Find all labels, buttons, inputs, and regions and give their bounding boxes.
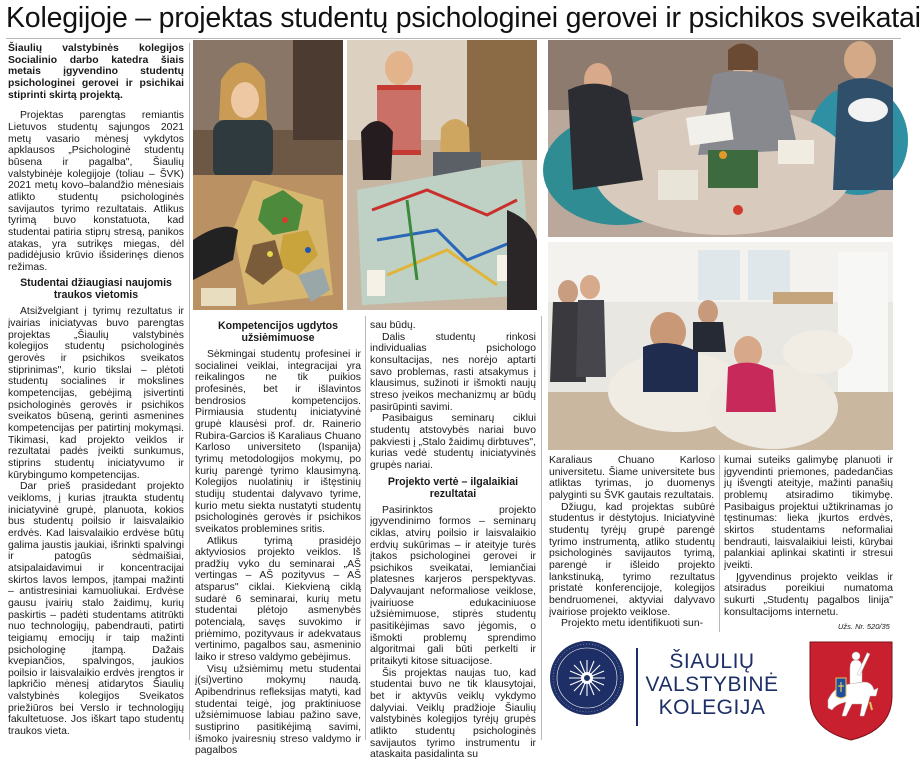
section-heading: Studentai džiaugiasi naujomis traukos vietomis bbox=[20, 277, 172, 302]
photo-students-board-game bbox=[193, 40, 343, 310]
college-emblem bbox=[549, 640, 625, 716]
page-title: Kolegijoje – projektas studentų psichologinei gerovei ir psichikos sveikatai bbox=[6, 2, 921, 34]
college-name bbox=[642, 650, 782, 719]
paragraph: Pasibaigus seminarų ciklui studentų atstovybės nariai buvo pakviesti į „Stalo žaidimų dirbtuves", kurias vedė studentų iniciatyvinės grupės nariai. bbox=[370, 413, 536, 471]
title-underline bbox=[6, 38, 901, 39]
paragraph: Įgyvendinus projekto veiklas ir atsiradus poreikiui numatoma sukurti „Studentų pagalbos linija" konsultacijoms internetu. bbox=[724, 571, 893, 618]
paragraph: Pasirinktos projekto įgyvendinimo formos – seminarų ciklas, atvirų poilsio ir laisvalaikio erdvių sukūrimas – ir ateityje turės įtakos psichologinei gerovei ir psichikos sveikatai, lemiančiai platesnes karjeros perspektyvas. Dalyvaujant neformaliose veiklose, įvairiuose edukaciniuose užsiėmimuose, stiprės studentų pasitikėjimas savo jėgomis, o išmokti problemų sprendimo algoritmai gali būti perkelti ir pritaikyti kitose situacijose. bbox=[370, 504, 536, 668]
paragraph: Dalis studentų rinkosi individualias psichologo konsultacijas, nes norėjo aptarti savo problemas, rasti atsakymus į klausimus, sužinoti ir išmokti naujų streso įveikos mechanizmų ar būdų pasirūpinti savimi. bbox=[370, 331, 536, 413]
section-heading: Projekto vertė – ilgalaikiai rezultatai bbox=[387, 475, 519, 500]
paragraph: Visų užsiėmimų metu studentai į(si)vertino mokymų naudą. Apibendrinus refleksijas matyti, kad studentai teigė, jog praktiniuose užsiėmimuose labiau pažino save, sustiprino pasitikėjimą savimi, išmoko įvairesnių streso valdymo ir pagalbos bbox=[195, 663, 361, 757]
paragraph: Projekto metu identifikuoti sun- bbox=[561, 618, 704, 630]
column-divider bbox=[541, 316, 542, 740]
article-column-5 bbox=[724, 455, 893, 618]
photo-students-table-discussion bbox=[548, 40, 893, 237]
paragraph: Projektas parengtas remiantis Lietuvos studentų sąjungos 2021 metų vasario mėnesį vykdytos apklausos „Psichologinė studentų būsena ir pagalba", Šiaulių valstybinėje kolegijoje (toliau – ŠVK) 2021 metų kovo–balandžio mėnesiais atlikto studentų psichologinės savijautos tyrimo rezultatais. Atlikus tyrimą buvo konstatuota, kad studentai patiria stiprų stresą, panikos atakas, yra sutrikęs miegas, dėl padidėjusio krūvio išsiderinęs dienos režimas. bbox=[8, 110, 184, 273]
paragraph: Šis projektas naujas tuo, kad studentai buvo ne tik klausytojai, bet ir aktyvūs veiklų vykdymo dalyviai. Veiklų pradžioje Šiaulių valstybinės kolegijos tyrėjų grupės atlikto studentų psichologinės savijautos tyrimo instrumentu ir ataskaita pasidalinta su bbox=[370, 667, 536, 761]
paragraph: kumai suteiks galimybę planuoti ir įgyvendinti priemones, padedančias jų išvengti ateityje, mažinti panašių problemų atsiradimo tikimybę. Pasibaigus projektui užtikrinamas jo tęstinumas: lieka įkurtos erdvės, skirtos studentams neformaliai bendrauti, laisvalaikiui leisti, kūrybai palankiai aplinkai skatinti ir stresui įveikti. bbox=[724, 455, 893, 571]
college-name-line-3: KOLEGIJA bbox=[658, 696, 766, 719]
paragraph: Dar prieš prasidedant projekto veikloms, į kurias įtraukta studentų iniciatyvinė grupė, planuota, kokios bus studentų poilsio ir laisvalaikio erdvės. Kad laisvalaikio erdvėse būtų galima jaustis jaukiai, išrinkti spalvingi ir patogūs sėdmaišiai, atsipalaidavimui ir koncentracijai skirtos lavos lempos, įtampai mažinti – antistresiniai kamuoliukai. Erdvėse gausu įvairių stalo žaidimų, kurių paskirtis – padėti studentams atitrūkti nuo technologijų, pabendrauti, patirti teigiamų emocijų ir taip mažinti psichologinę įtampą. Dažais kvepiančios, spalvingos, jaukios poilsio ir laisvalaikio erdvės įrengtos ir lapkričio mėnesį atidarytos Šiaulių valstybinės kolegijos Sveikatos priežiūros bei Verslo ir technologijų fakultetuose. Jos iškart tapo studentų traukos vieta. bbox=[8, 481, 184, 738]
college-name-line-2: VALSTYBINĖ bbox=[645, 673, 779, 696]
section-heading: Kompetencijos ugdytos užsiėmimuose bbox=[217, 320, 339, 344]
article-column-3 bbox=[370, 320, 536, 761]
photo-students-ticket-to-ride bbox=[347, 40, 537, 310]
article-column-2 bbox=[195, 316, 361, 757]
article-column-4 bbox=[549, 455, 715, 630]
paragraph: Sėkmingai studentų profesinei ir socialinei veiklai, integracijai yra reikalingos ne tik puikios profesinės, bet ir išlavintos bendrosios kompetencijos. Pirmiausia studentų iniciatyvinė grupė klausėsi prof. dr. Rainerio Rubira-Garcios iš Karaliaus Chuano Karloso universiteto (Ispanija) tyrimų metodologijos mokymų, po kurių parengė tyrimo klausimyną. Kolegijos nuolatinių ir ištęstinių studijų studentai dalyvavo tyrime, kurio metu siekta nustatyti studentų psichologinės gerovės ir psichikos sveikatos problemines sritis. bbox=[195, 349, 361, 535]
coat-of-arms bbox=[806, 638, 896, 742]
article-column-1 bbox=[8, 43, 184, 738]
column-divider bbox=[365, 316, 366, 740]
article-lead: Šiaulių valstybinės kolegijos Socialinio darbo katedra šiais metais įgyvendino studentų psichologinei gerovei ir psichikai stiprinti skirtą projektą. bbox=[8, 43, 184, 101]
column-divider bbox=[189, 43, 190, 740]
photo-relaxation-room-beanbags bbox=[548, 242, 893, 450]
column-divider bbox=[719, 455, 720, 632]
paragraph: Džiugu, kad projektas subūrė studentus ir dėstytojus. Iniciatyvinė studentų tyrėjų grupė parengė tyrimo instrumentą, atliko studentų psichologinės savijautos tyrimą, parengė ir išleido projekto lankstinuką, tyrimo rezultatus pristatė konferencijoje, kolegijos bendruomenei, aktyviai dalyvavo įvairiose projekto veiklose. bbox=[549, 501, 715, 618]
college-name-line-1: ŠIAULIŲ bbox=[669, 650, 755, 673]
order-number: Užs. Nr. 520/35 bbox=[838, 622, 890, 631]
paragraph: Atlikus tyrimą prasidėjo aktyviosios projekto veiklos. Iš pradžių vyko du seminarai „AŠ vertingas – AŠ pozityvus – AŠ atsparus" ciklai. Kiekvieną ciklą sudarė 6 seminarai, kurių metu studentai plėtojo asmenybės potencialą, savęs suvokimo ir priėmimo, pozityvaus ir adekvataus vertinimo, pagalbos sau, asmeninio laiko ir streso valdymo gebėjimus. bbox=[195, 535, 361, 664]
paragraph: Karaliaus Chuano Karloso universitetu. Šiame universitete bus atliktas tyrimas, jo duomenys palyginti su ŠVK gautais rezultatais. bbox=[549, 455, 715, 501]
logo-divider bbox=[636, 648, 638, 726]
paragraph: sau būdų. bbox=[370, 320, 416, 331]
paragraph: Atsižvelgiant į tyrimų rezultatus ir įvairias iniciatyvas buvo parengtas projektas „Šiaulių valstybinės kolegijos studentų psichologinės gerovės ir psichikos sveikatos stiprinimas", kurio tikslai – plėtoti studentų socialines ir mokslines kompetencijas, gebėjimą įsivertinti psichologinės gerovės ir psichikos sveikatos būseną, gerinti asmenines kompetencijas per patirtinį mokymąsi. Tikimasi, kad projekto veiklos ir rezultatai padės įveikti sunkumus, stiprins studentų iniciatyvumo ir kūrybingumo kompetencijas. bbox=[8, 306, 184, 481]
